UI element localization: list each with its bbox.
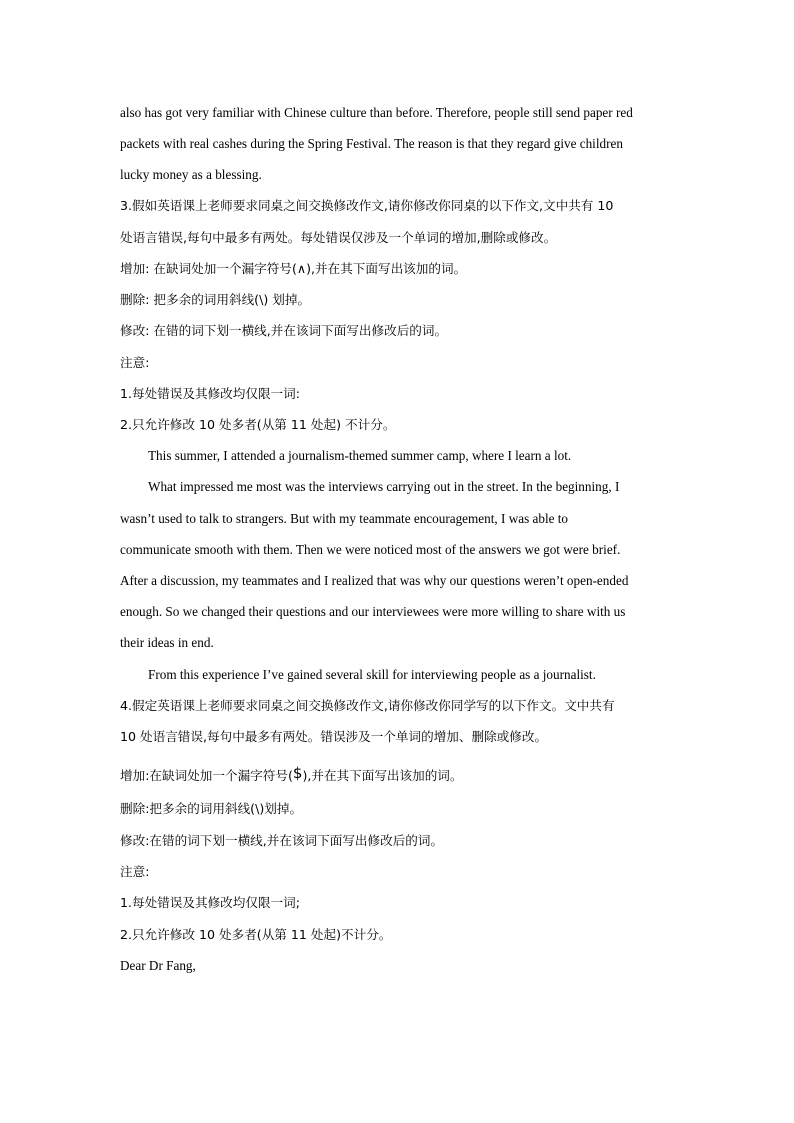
q4-rule-add-after: ),并在其下面写出该加的词。 xyxy=(302,768,463,783)
q4-rule-add-before: 增加:在缺词处加一个漏字符号( xyxy=(120,768,293,783)
q3-passage-line-1: This summer, I attended a journalism-themed summer camp, where I learn a lot. xyxy=(148,448,572,463)
q3-passage-line-6: enough. So we changed their questions and our interviewees were more willing to share with us xyxy=(120,604,626,619)
q4-heading-line-2: 10 处语言错误,每句中最多有两处。错误涉及一个单词的增加、删除或修改。 xyxy=(120,729,548,744)
prev-passage-line-1: also has got very familiar with Chinese culture than before. Therefore, people still send paper red xyxy=(120,105,633,120)
caret-symbol-icon: $ xyxy=(292,764,303,782)
q4-note-2: 2.只允许修改 10 处多者(从第 11 处起)不计分。 xyxy=(120,927,392,942)
q3-rule-add: 增加: 在缺词处加一个漏字符号(∧),并在其下面写出该加的词。 xyxy=(120,261,467,276)
q3-rule-delete: 删除: 把多余的词用斜线(\) 划掉。 xyxy=(120,292,311,307)
q3-heading-line-2: 处语言错误,每句中最多有两处。每处错误仅涉及一个单词的增加,删除或修改。 xyxy=(120,230,557,245)
q4-heading-line-1: 4.假定英语课上老师要求同桌之间交换修改作文,请你修改你同学写的以下作文。文中共有 xyxy=(120,698,615,713)
q4-greeting: Dear Dr Fang, xyxy=(120,958,196,973)
prev-passage-line-2: packets with real cashes during the Spring Festival. The reason is that they regard give children xyxy=(120,136,623,151)
q4-rule-modify: 修改:在错的词下划一横线,并在该词下面写出修改后的词。 xyxy=(120,833,444,848)
q4-note-label: 注意: xyxy=(120,864,150,879)
q3-passage-line-4: communicate smooth with them. Then we were noticed most of the answers we got were brief. xyxy=(120,542,621,557)
q3-note-label: 注意: xyxy=(120,355,150,370)
q3-passage-line-8: From this experience I’ve gained several skill for interviewing people as a journalist. xyxy=(148,667,596,682)
q3-passage-line-2: What impressed me most was the interviews carrying out in the street. In the beginning, I xyxy=(148,479,620,494)
q3-passage-line-5: After a discussion, my teammates and I realized that was why our questions weren’t open-ended xyxy=(120,573,629,588)
q3-rule-modify: 修改: 在错的词下划一横线,并在该词下面写出修改后的词。 xyxy=(120,323,448,338)
q4-note-1: 1.每处错误及其修改均仅限一词; xyxy=(120,895,300,910)
q3-heading-line-1: 3.假如英语课上老师要求同桌之间交换修改作文,请你修改你同桌的以下作文,文中共有 10 xyxy=(120,198,614,213)
q3-passage-line-7: their ideas in end. xyxy=(120,635,214,650)
prev-passage-line-3: lucky money as a blessing. xyxy=(120,167,262,182)
q4-rule-delete: 删除:把多余的词用斜线(\)划掉。 xyxy=(120,801,303,816)
q3-passage-line-3: wasn’t used to talk to strangers. But with my teammate encouragement, I was able to xyxy=(120,511,569,526)
q3-note-1: 1.每处错误及其修改均仅限一词: xyxy=(120,386,300,401)
q4-rule-add xyxy=(120,764,462,785)
q3-note-2: 2.只允许修改 10 处多者(从第 11 处起) 不计分。 xyxy=(120,417,396,432)
